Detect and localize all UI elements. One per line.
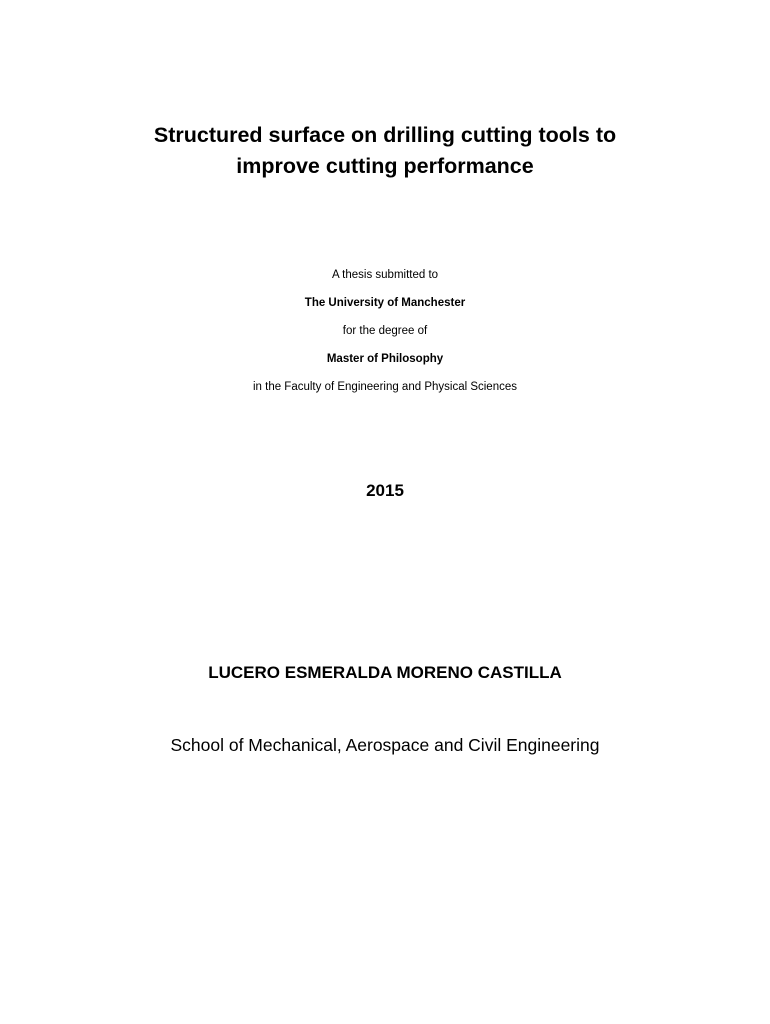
submission-statement: A thesis submitted to (331, 269, 439, 281)
thesis-title (0, 120, 770, 182)
degree-name: Master of Philosophy (326, 353, 444, 365)
author-name: LUCERO ESMERALDA MORENO CASTILLA (208, 663, 562, 682)
thesis-title-line-2: improve cutting performance (236, 154, 534, 178)
school-name: School of Mechanical, Aerospace and Civil Engineering (170, 735, 600, 755)
thesis-title-line-1: Structured surface on drilling cutting tools to (153, 123, 617, 147)
degree-intro: for the degree of (342, 325, 428, 337)
faculty-name: in the Faculty of Engineering and Physical Sciences (252, 381, 517, 393)
university-name: The University of Manchester (304, 297, 466, 309)
submission-year: 2015 (366, 481, 404, 500)
